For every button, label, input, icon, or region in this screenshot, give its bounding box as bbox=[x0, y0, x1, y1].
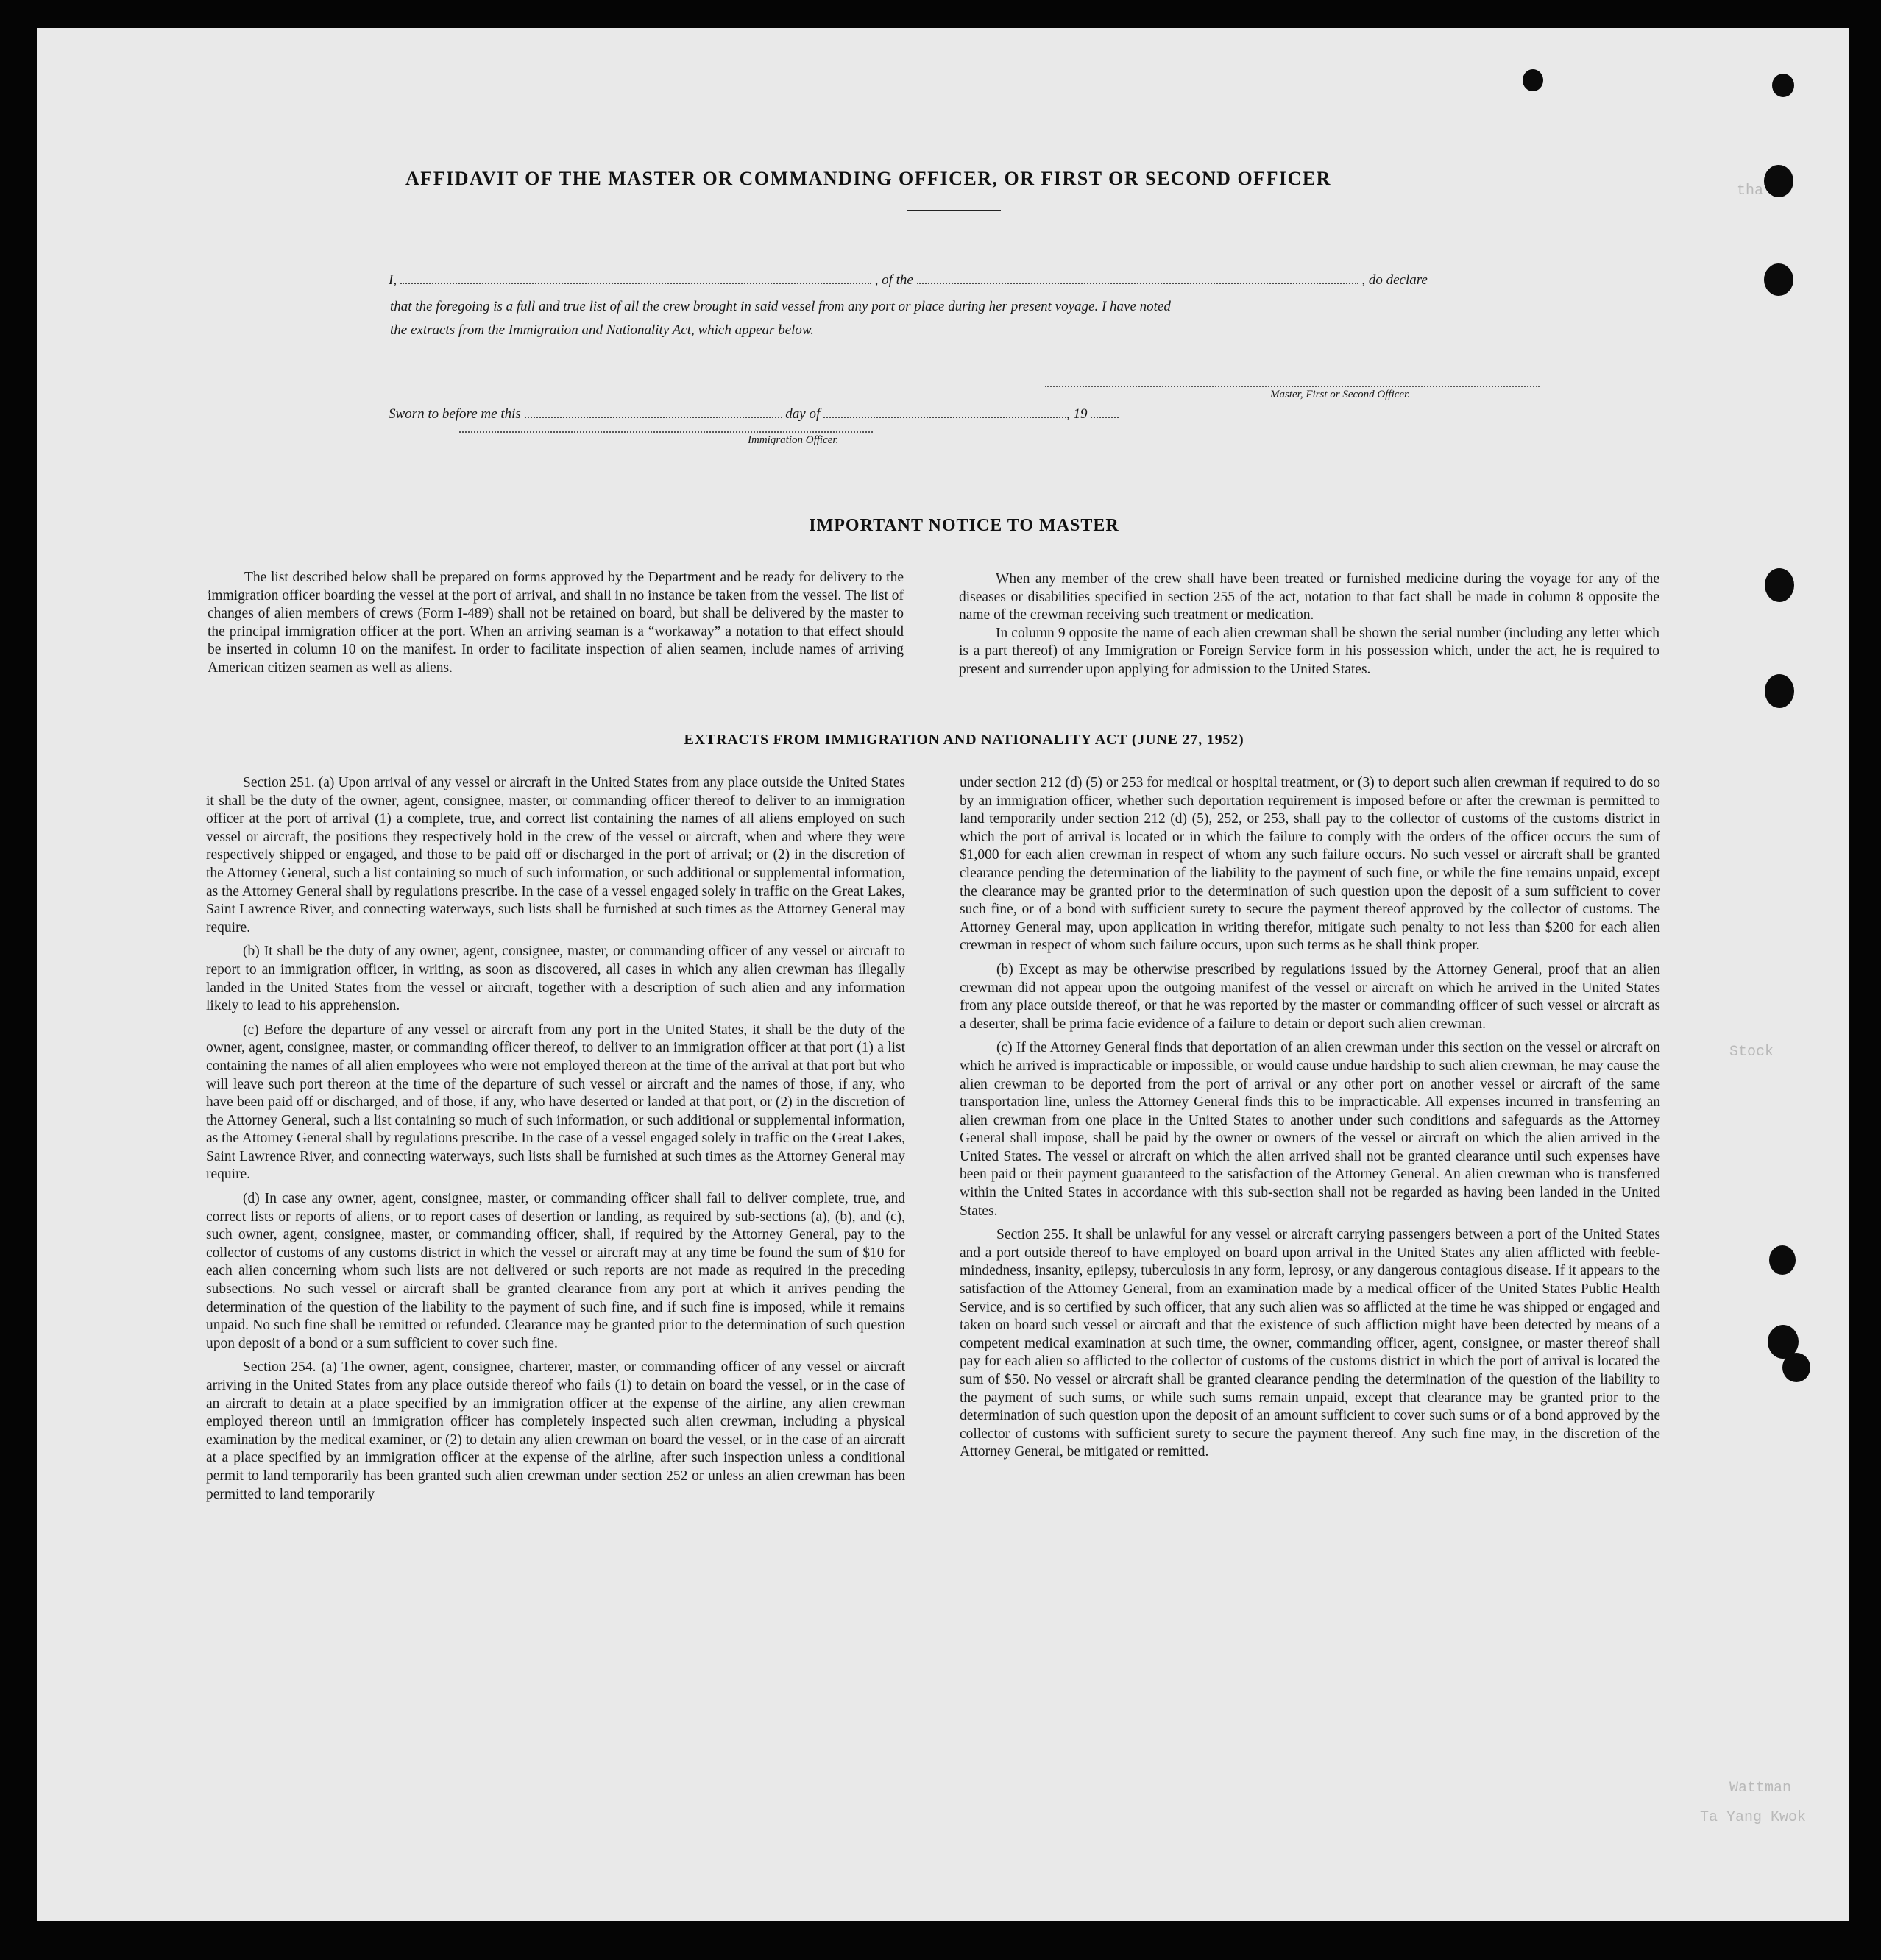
extracts-left-column bbox=[206, 774, 905, 1510]
sworn-month-field[interactable] bbox=[823, 416, 1066, 418]
punch-hole bbox=[1769, 1245, 1796, 1275]
act-paragraph: (b) Except as may be otherwise prescribed by regulations issued by the Attorney General, proof that an alien crewman did not appear upon the outgoing manifest of the vessel or aircraft on which he arrived in the United States from any place outside thereof, or that he was reported by the master or commanding officer of such vessel or aircraft as a deserter, shall be prima facie evidence of a failure to detain or deport such alien crewman. bbox=[960, 961, 1660, 1032]
declaration-line-3: the extracts from the Immigration and Nationality Act, which appear below. bbox=[390, 322, 814, 338]
document-page bbox=[37, 28, 1849, 1921]
punch-hole bbox=[1523, 69, 1543, 91]
master-signature-line[interactable] bbox=[1045, 386, 1540, 387]
act-paragraph: (c) If the Attorney General finds that deportation of an alien crewman under this section on the vessel or aircraft on which he arrived is impracticable or impossible, or would cause undue hardship to such alien crewman, he may cause the alien crewman to be deported from the port of arrival or any other port on another vessel or aircraft of the same transportation line, unless the Attorney General finds this to be impracticable. All expenses incurred in transferring an alien crewman from one place in the United States to another under such conditions and safeguards as the Attorney General shall impose, shall be paid by the owner or owners of the vessel or aircraft on which the alien arrived in the United States. The vessel or aircraft on which the alien arrived shall not be granted clearance until such expenses have been paid or their payment guaranteed to the satisfaction of the Attorney General. An alien crewman who is transferred within the United States in accordance with this sub-section shall not be regarded as having been landed in the United States. bbox=[960, 1040, 1660, 1219]
title-underline bbox=[907, 210, 1001, 211]
notice-title: IMPORTANT NOTICE TO MASTER bbox=[809, 516, 1119, 535]
bleed-through-text: Ta Yang Kwok bbox=[1700, 1809, 1807, 1826]
punch-hole bbox=[1772, 74, 1794, 97]
declare-label: , do declare bbox=[1361, 272, 1428, 288]
punch-hole bbox=[1765, 674, 1794, 708]
master-signature-label: Master, First or Second Officer. bbox=[1270, 389, 1410, 400]
declaration-line-2: that the foregoing is a full and true list of all the crew brought in said vessel from any port or place during her present voyage. I have noted bbox=[390, 299, 1171, 314]
act-paragraph: (b) It shall be the duty of any owner, agent, consignee, master, or commanding officer of any vessel or aircraft to report to an immigration officer, in writing, as soon as discovered, all cases in which any alien crewman has illegally landed in the United States from the vessel or aircraft, together with a description of such alien and any information likely to lead to his apprehension. bbox=[206, 944, 905, 1014]
bleed-through-text: tha bbox=[1737, 183, 1764, 199]
bleed-through-text: Wattman bbox=[1729, 1780, 1792, 1797]
day-of-label: day of bbox=[785, 406, 821, 422]
affidavit-title: AFFIDAVIT OF THE MASTER OR COMMANDING OFFICER, OR FIRST OR SECOND OFFICER bbox=[405, 168, 1331, 189]
vessel-name-field[interactable] bbox=[917, 282, 1358, 284]
notice-paragraph: In column 9 opposite the name of each alien crewman shall be shown the serial number (including any letter which is a part thereof) of any Immigration or Foreign Service form in his possession which, under the act, he is required to present and surrender upon applying for admission to the United States. bbox=[959, 625, 1659, 677]
immigration-officer-signature-line[interactable] bbox=[459, 431, 873, 433]
punch-hole bbox=[1764, 165, 1793, 197]
act-paragraph: Section 251. (a) Upon arrival of any vessel or aircraft in the United States from any place outside the United States it shall be the duty of the owner, agent, consignee, master, or commanding officer thereof to deliver to an immigration officer at the port of arrival (1) a complete, true, and correct list containing the names of all aliens employed on such vessel or aircraft, the positions they respectively hold in the crew of the vessel or aircraft, when and where they were respectively shipped or engaged, and those to be paid off or discharged in the port of arrival; or (2) in the discretion of the Attorney General, such a list containing so much of such information, or such additional or supplemental information, as the Attorney General shall by regulations prescribe. In the case of a vessel engaged solely in traffic on the Great Lakes, Saint Lawrence River, and connecting waterways, such lists shall be furnished at such times as the Attorney General may require. bbox=[206, 775, 905, 935]
declarant-prefix: I, bbox=[389, 272, 397, 288]
punch-hole bbox=[1764, 263, 1793, 296]
notice-paragraph: When any member of the crew shall have been treated or furnished medicine during the voyage for any of the diseases or disabilities specified in section 255 of the act, notation to that fact shall be made in column 8 opposite the name of the crewman receiving such treatment or medication. bbox=[959, 571, 1659, 623]
sworn-day-field[interactable] bbox=[525, 416, 782, 418]
extracts-title: EXTRACTS FROM IMMIGRATION AND NATIONALITY ACT (JUNE 27, 1952) bbox=[684, 732, 1244, 748]
sworn-line bbox=[389, 406, 1119, 422]
year-prefix: , 19 bbox=[1066, 406, 1088, 422]
sworn-year-field[interactable] bbox=[1091, 416, 1119, 418]
notice-right-column bbox=[959, 570, 1659, 679]
immigration-officer-label: Immigration Officer. bbox=[748, 434, 839, 446]
notice-left-column bbox=[208, 569, 904, 678]
act-paragraph: (d) In case any owner, agent, consignee, master, or commanding officer shall fail to deliver complete, true, and correct lists or reports of aliens, or to report cases of desertion or landing, as required by sub-sections (a), (b), and (c), such owner, agent, consignee, master, or commanding officer, shall, if required by the Attorney General, pay to the collector of customs of any customs district in which the vessel or aircraft may at any time be found the sum of $10 for each alien concerning whom such lists are not delivered or such reports are not made as required in the preceding subsections. No such vessel or aircraft shall be granted clearance from any port at which it arrives pending the determination of the question of the liability to the payment of such fine, and if such fine is imposed, while it remains unpaid. No such fine shall be remitted or refunded. Clearance may be granted prior to the determination of such question upon deposit of a bond or a sum sufficient to cover such fine. bbox=[206, 1191, 905, 1351]
declarant-name-field[interactable] bbox=[400, 282, 871, 284]
act-paragraph: under section 212 (d) (5) or 253 for medical or hospital treatment, or (3) to deport such alien crewman if required to do so by an immigration officer, whether such deportation requirement is imposed before or after the crewman is permitted to land temporarily under section 212 (d) (5), 252, or 253, shall pay to the collector of customs of the customs district in which the port of arrival is located or in which the failure to comply with the orders of the officer occurs the sum of $1,000 for each alien crewman in respect of whom any such failure occurs. No such vessel or aircraft shall be granted clearance pending the determination of the liability to the payment of such fine, or while the fine remains unpaid, except the clearance may be granted prior to the determination of such question upon the deposit of a sum sufficient to cover such fine, or of a bond with sufficient surety to secure the payment thereof approved by the collector of customs. The Attorney General may, upon application in writing therefor, mitigate such penalty to not less than $200 for each alien crewman in respect of whom such failure occurs, upon such terms as he shall think proper. bbox=[960, 775, 1660, 954]
vessel-of-label: , of the bbox=[874, 272, 913, 288]
bleed-through-text: Stock bbox=[1729, 1044, 1774, 1061]
punch-hole bbox=[1765, 568, 1794, 602]
act-paragraph: Section 254. (a) The owner, agent, consignee, charterer, master, or commanding officer of any vessel or aircraft arriving in the United States from any place outside thereof who fails (1) to detain on board the vessel, or in the case of an aircraft to detain at a place specified by an immigration officer at the expense of the airline, any alien crewman employed thereon until an immigration officer has completely inspected such alien crewman, including a physical examination by the medical examiner, or (2) to detain any alien crewman on board the vessel, or in the case of an aircraft at a place specified by an immigration officer at the expense of the airline, after such inspection unless a conditional permit to land temporarily has been granted such alien crewman under section 252 or unless an alien crewman has been permitted to land temporarily bbox=[206, 1359, 905, 1502]
punch-hole bbox=[1782, 1353, 1810, 1382]
sworn-prefix: Sworn to before me this bbox=[389, 406, 521, 422]
declaration-line-1 bbox=[389, 272, 1428, 289]
notice-paragraph: The list described below shall be prepared on forms approved by the Department and be ready for delivery to the immigration officer boarding the vessel at the port of arrival, and shall in no instance be taken from the vessel. The list of changes of alien members of crews (Form I-489) shall not be retained on board, but shall be delivered by the master to the principal immigration officer at the port. When an arriving seaman is a “workaway” a notation to that effect should be inserted in column 10 on the manifest. In order to facilitate inspection of alien seamen, include names of arriving American citizen seamen as well as aliens. bbox=[208, 570, 904, 676]
act-paragraph: Section 255. It shall be unlawful for any vessel or aircraft carrying passengers between a port of the United States and a port outside thereof to have employed on board upon arrival in the United States any alien afflicted with feeble-mindedness, insanity, epilepsy, tuberculosis in any form, leprosy, or any dangerous contagious disease. If it appears to the satisfaction of the Attorney General, from an examination made by a medical officer of the United States Public Health Service, and is so certified by such officer, that any such alien was so afflicted at the time he was shipped or engaged and taken on board such vessel or aircraft and that the existence of such affliction might have been detected by means of a competent medical examination at such time, the owner, commanding officer, agent, consignee, or master thereof shall pay for each alien so afflicted to the collector of customs of the customs district in which the port of arrival is located the sum of $50. No vessel or aircraft shall be granted clearance pending the determination of the question of the liability to the payment of such sums, or while such sums remain unpaid, except that clearance may be granted prior to the determination of such question upon the deposit of an amount sufficient to cover such sums or of a bond approved by the collector of customs with sufficient surety to secure the payment thereof. Any such fine may, in the discretion of the Attorney General, be mitigated or remitted. bbox=[960, 1227, 1660, 1460]
extracts-right-column bbox=[960, 774, 1660, 1468]
act-paragraph: (c) Before the departure of any vessel or aircraft from any port in the United States, it shall be the duty of the owner, agent, consignee, master, or commanding officer thereof, to deliver to an immigration officer at that port (1) a list containing the names of all alien employees who were not employed thereon at the time of the arrival at that port but who will leave such port thereon at the time of the departure of such vessel or aircraft and the names of those, if any, who have been paid off or discharged, and of those, if any, who have deserted or landed at that port, or (2) in the discretion of the Attorney General, such a list containing so much of such information, or such additional or supplemental information, as the Attorney General shall by regulations prescribe. In the case of a vessel engaged solely in traffic on the Great Lakes, Saint Lawrence River, and connecting waterways, such lists shall be furnished at such times as the Attorney General may require. bbox=[206, 1022, 905, 1183]
